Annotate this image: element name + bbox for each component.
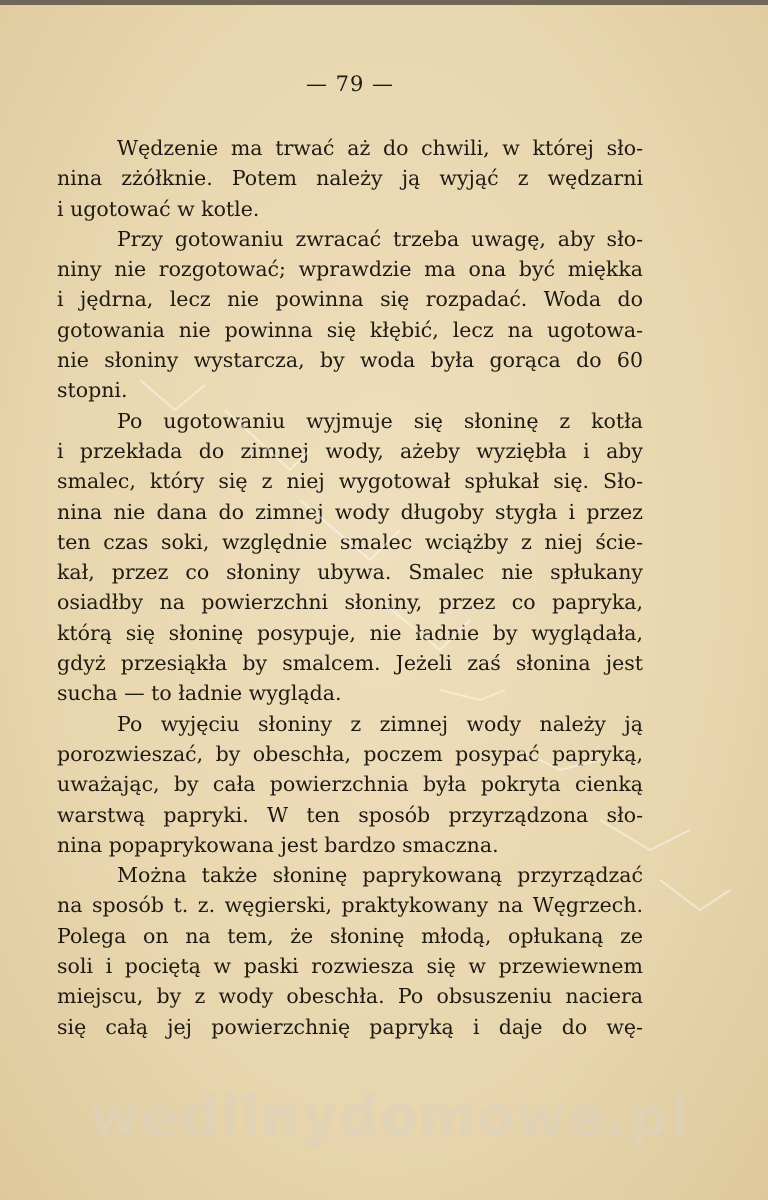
text-line: stopni. <box>57 378 128 403</box>
paragraph-4 <box>57 709 643 860</box>
body-text <box>57 133 643 1042</box>
paragraph-1 <box>57 133 643 224</box>
text-line: warstwą papryki. W ten sposób przyrządzona sło- <box>57 802 643 827</box>
text-line: Wędzenie ma trwać aż do chwili, w której sło- <box>117 136 643 160</box>
text-line: gotowania nie powinna się kłębić, lecz na ugotowa- <box>57 317 643 342</box>
text-line: Po wyjęciu słoniny z zimnej wody należy ją <box>117 711 643 736</box>
text-line: ten czas soki, względnie smalec wciążby z niej ście- <box>57 529 643 554</box>
text-line: którą się słoninę posypuje, nie ładnie by wyglądała, <box>57 620 643 645</box>
text-line: Przy gotowaniu zwracać trzeba uwagę, aby sło- <box>117 226 643 251</box>
text-line: nina popaprykowana jest bardzo smaczna. <box>57 832 499 857</box>
text-line: uważając, by cała powierzchnia była pokryta cienką <box>57 772 643 797</box>
text-line: nie słoniny wystarcza, by woda była gorąca do 60 <box>57 348 643 373</box>
text-line: nina zżółknie. Potem należy ją wyjąć z wędzarni <box>57 166 643 191</box>
text-line: i jędrna, lecz nie powinna się rozpadać. Woda do <box>57 287 643 312</box>
paragraph-5 <box>57 860 643 1042</box>
text-line: Można także słoninę paprykowaną przyrządzać <box>117 863 643 888</box>
paragraph-2 <box>57 224 643 406</box>
watermark-text: wedlinydomowe.pl <box>89 1085 691 1148</box>
text-line: Po ugotowaniu wyjmuje się słoninę z kotła <box>117 408 643 433</box>
text-line: gdyż przesiąkła by smalcem. Jeżeli zaś słonina jest <box>57 651 643 676</box>
text-line: sucha — to ładnie wygląda. <box>57 681 342 706</box>
text-line: niny nie rozgotować; wprawdzie ma ona być miękka <box>57 257 643 282</box>
text-line: soli i pociętą w paski rozwiesza się w przewiewnem <box>57 954 643 979</box>
watermark-stroke <box>660 880 730 910</box>
text-line: i przekłada do zimnej wody, ażeby wyziębła i aby <box>57 438 643 463</box>
page-top-edge <box>0 0 768 5</box>
text-line: i ugotować w kotle. <box>57 196 260 221</box>
page-number: — 79 — <box>305 72 395 96</box>
text-line: Polega on na tem, że słoninę młodą, opłukaną ze <box>57 923 643 948</box>
text-line: smalec, który się z niej wygotował spłukał się. Sło- <box>57 469 643 494</box>
text-line: porozwieszać, by obeschła, poczem posypać papryką, <box>57 741 643 766</box>
text-line: się całą jej powierzchnię papryką i daje do wę- <box>57 1014 643 1039</box>
text-line: na sposób t. z. węgierski, praktykowany na Węgrzech. <box>57 893 643 918</box>
text-line: kał, przez co słoniny ubywa. Smalec nie spłukany <box>57 560 643 585</box>
text-line: miejscu, by z wody obeschła. Po obsuszeniu naciera <box>57 984 643 1009</box>
paragraph-3 <box>57 406 643 709</box>
text-line: osiadłby na powierzchni słoniny, przez co papryka, <box>57 590 643 615</box>
text-line: nina nie dana do zimnej wody długoby stygła i przez <box>57 499 643 524</box>
